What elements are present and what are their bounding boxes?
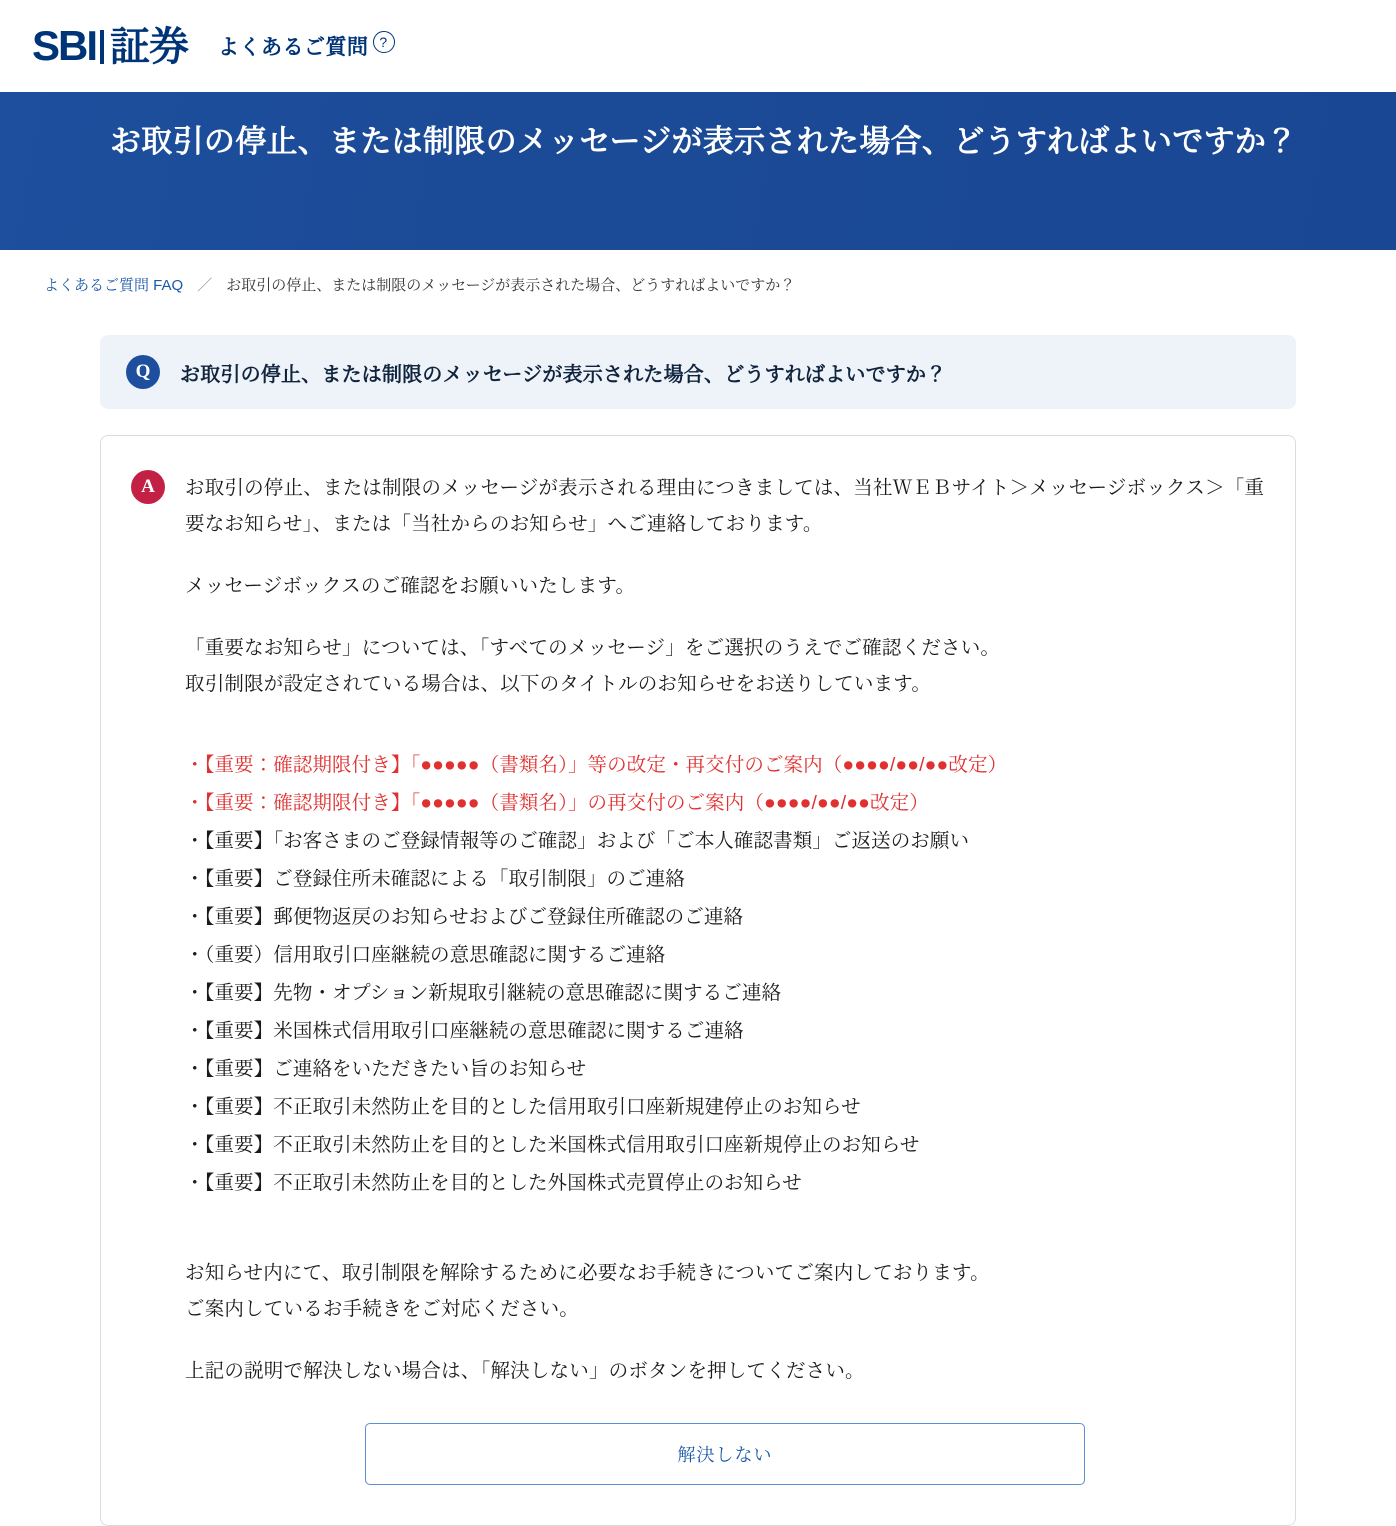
answer-block [100, 435, 1296, 1526]
question-text: お取引の停止、または制限のメッセージが表示された場合、どうすればよいですか？ [180, 363, 947, 386]
list-item: ・【重要：確認期限付き】「●●●●●（書類名）」等の改定・再交付のご案内（●●●●/●●/●●改定） [185, 754, 1008, 777]
answer-paragraph-4: 取引制限が設定されている場合は、以下のタイトルのお知らせをお送りしています。 [185, 673, 932, 696]
page-title: お取引の停止、または制限のメッセージが表示された場合、どうすればよいですか？ [110, 124, 1298, 159]
list-item: ・【重要：確認期限付き】「●●●●●（書類名）」の再交付のご案内（●●●●/●●/●●改定） [185, 792, 929, 815]
list-item: ・（重要）信用取引口座継続の意思確認に関するご連絡 [185, 944, 666, 967]
page-title-banner [0, 92, 1396, 250]
list-item: ・【重要】不正取引未然防止を目的とした米国株式信用取引口座新規停止のお知らせ [185, 1134, 920, 1157]
closing-paragraph-1: お知らせ内にて、取引制限を解除するために必要なお手続きについてご案内しております。 [185, 1261, 990, 1284]
closing-paragraph-2: ご案内しているお手続きをご対応ください。 [185, 1297, 580, 1320]
logo-text-sbi: SBI [32, 22, 97, 69]
list-item: ・【重要】先物・オプション新規取引継続の意思確認に関するご連絡 [185, 982, 782, 1005]
closing-paragraph-3: 上記の説明で解決しない場合は、「解決しない」のボタンを押してください。 [185, 1359, 865, 1382]
question-mark-icon: ? [373, 31, 395, 53]
breadcrumb [0, 250, 1396, 313]
list-item: ・【重要】ご連絡をいただきたい旨のお知らせ [185, 1058, 587, 1081]
question-block [100, 335, 1296, 409]
list-item: ・【重要】「お客さまのご登録情報等のご確認」および「ご本人確認書類」ご返送のお願い [185, 830, 970, 853]
answer-badge-icon: A [131, 470, 165, 504]
answer-paragraph-1: お取引の停止、または制限のメッセージが表示される理由につきましては、当社ＷＥＢサイト＞メッセージボックス＞「重要なお知らせ」、または「当社からのお知らせ」へご連絡しております。 [185, 477, 1265, 536]
answer-body [185, 470, 1265, 1485]
answer-paragraph-3: 「重要なお知らせ」については、「すべてのメッセージ」をご選択のうえでご確認ください。 [185, 637, 1001, 660]
breadcrumb-item-home[interactable]: よくあるご質問 FAQ [44, 277, 184, 294]
question-badge-icon: Q [126, 355, 160, 389]
header-faq-link[interactable] [218, 31, 395, 61]
list-item: ・【重要】不正取引未然防止を目的とした信用取引口座新規建停止のお知らせ [185, 1096, 861, 1119]
resolve-button-row [185, 1423, 1265, 1485]
breadcrumb-separator: ／ [197, 277, 213, 294]
list-item: ・【重要】米国株式信用取引口座継続の意思確認に関するご連絡 [185, 1020, 744, 1043]
logo-text-kanji: 証券 [110, 25, 189, 69]
not-resolved-button[interactable]: 解決しない [365, 1423, 1085, 1485]
header-faq-label: よくあるご質問 [218, 36, 369, 59]
list-item: ・【重要】ご登録住所未確認による「取引制限」のご連絡 [185, 868, 685, 891]
faq-content [100, 335, 1296, 1526]
list-item: ・【重要】不正取引未然防止を目的とした外国株式売買停止のお知らせ [185, 1172, 802, 1195]
logo-divider-bar [100, 30, 104, 64]
notice-title-list [185, 746, 1265, 1202]
answer-paragraph-2: メッセージボックスのご確認をお願いいたします。 [185, 575, 636, 598]
list-item: ・【重要】郵便物返戻のお知らせおよびご登録住所確認のご連絡 [185, 906, 744, 929]
breadcrumb-item-current: お取引の停止、または制限のメッセージが表示された場合、どうすればよいですか？ [226, 277, 796, 294]
sbi-logo[interactable] [32, 22, 189, 69]
site-header [0, 0, 1396, 92]
